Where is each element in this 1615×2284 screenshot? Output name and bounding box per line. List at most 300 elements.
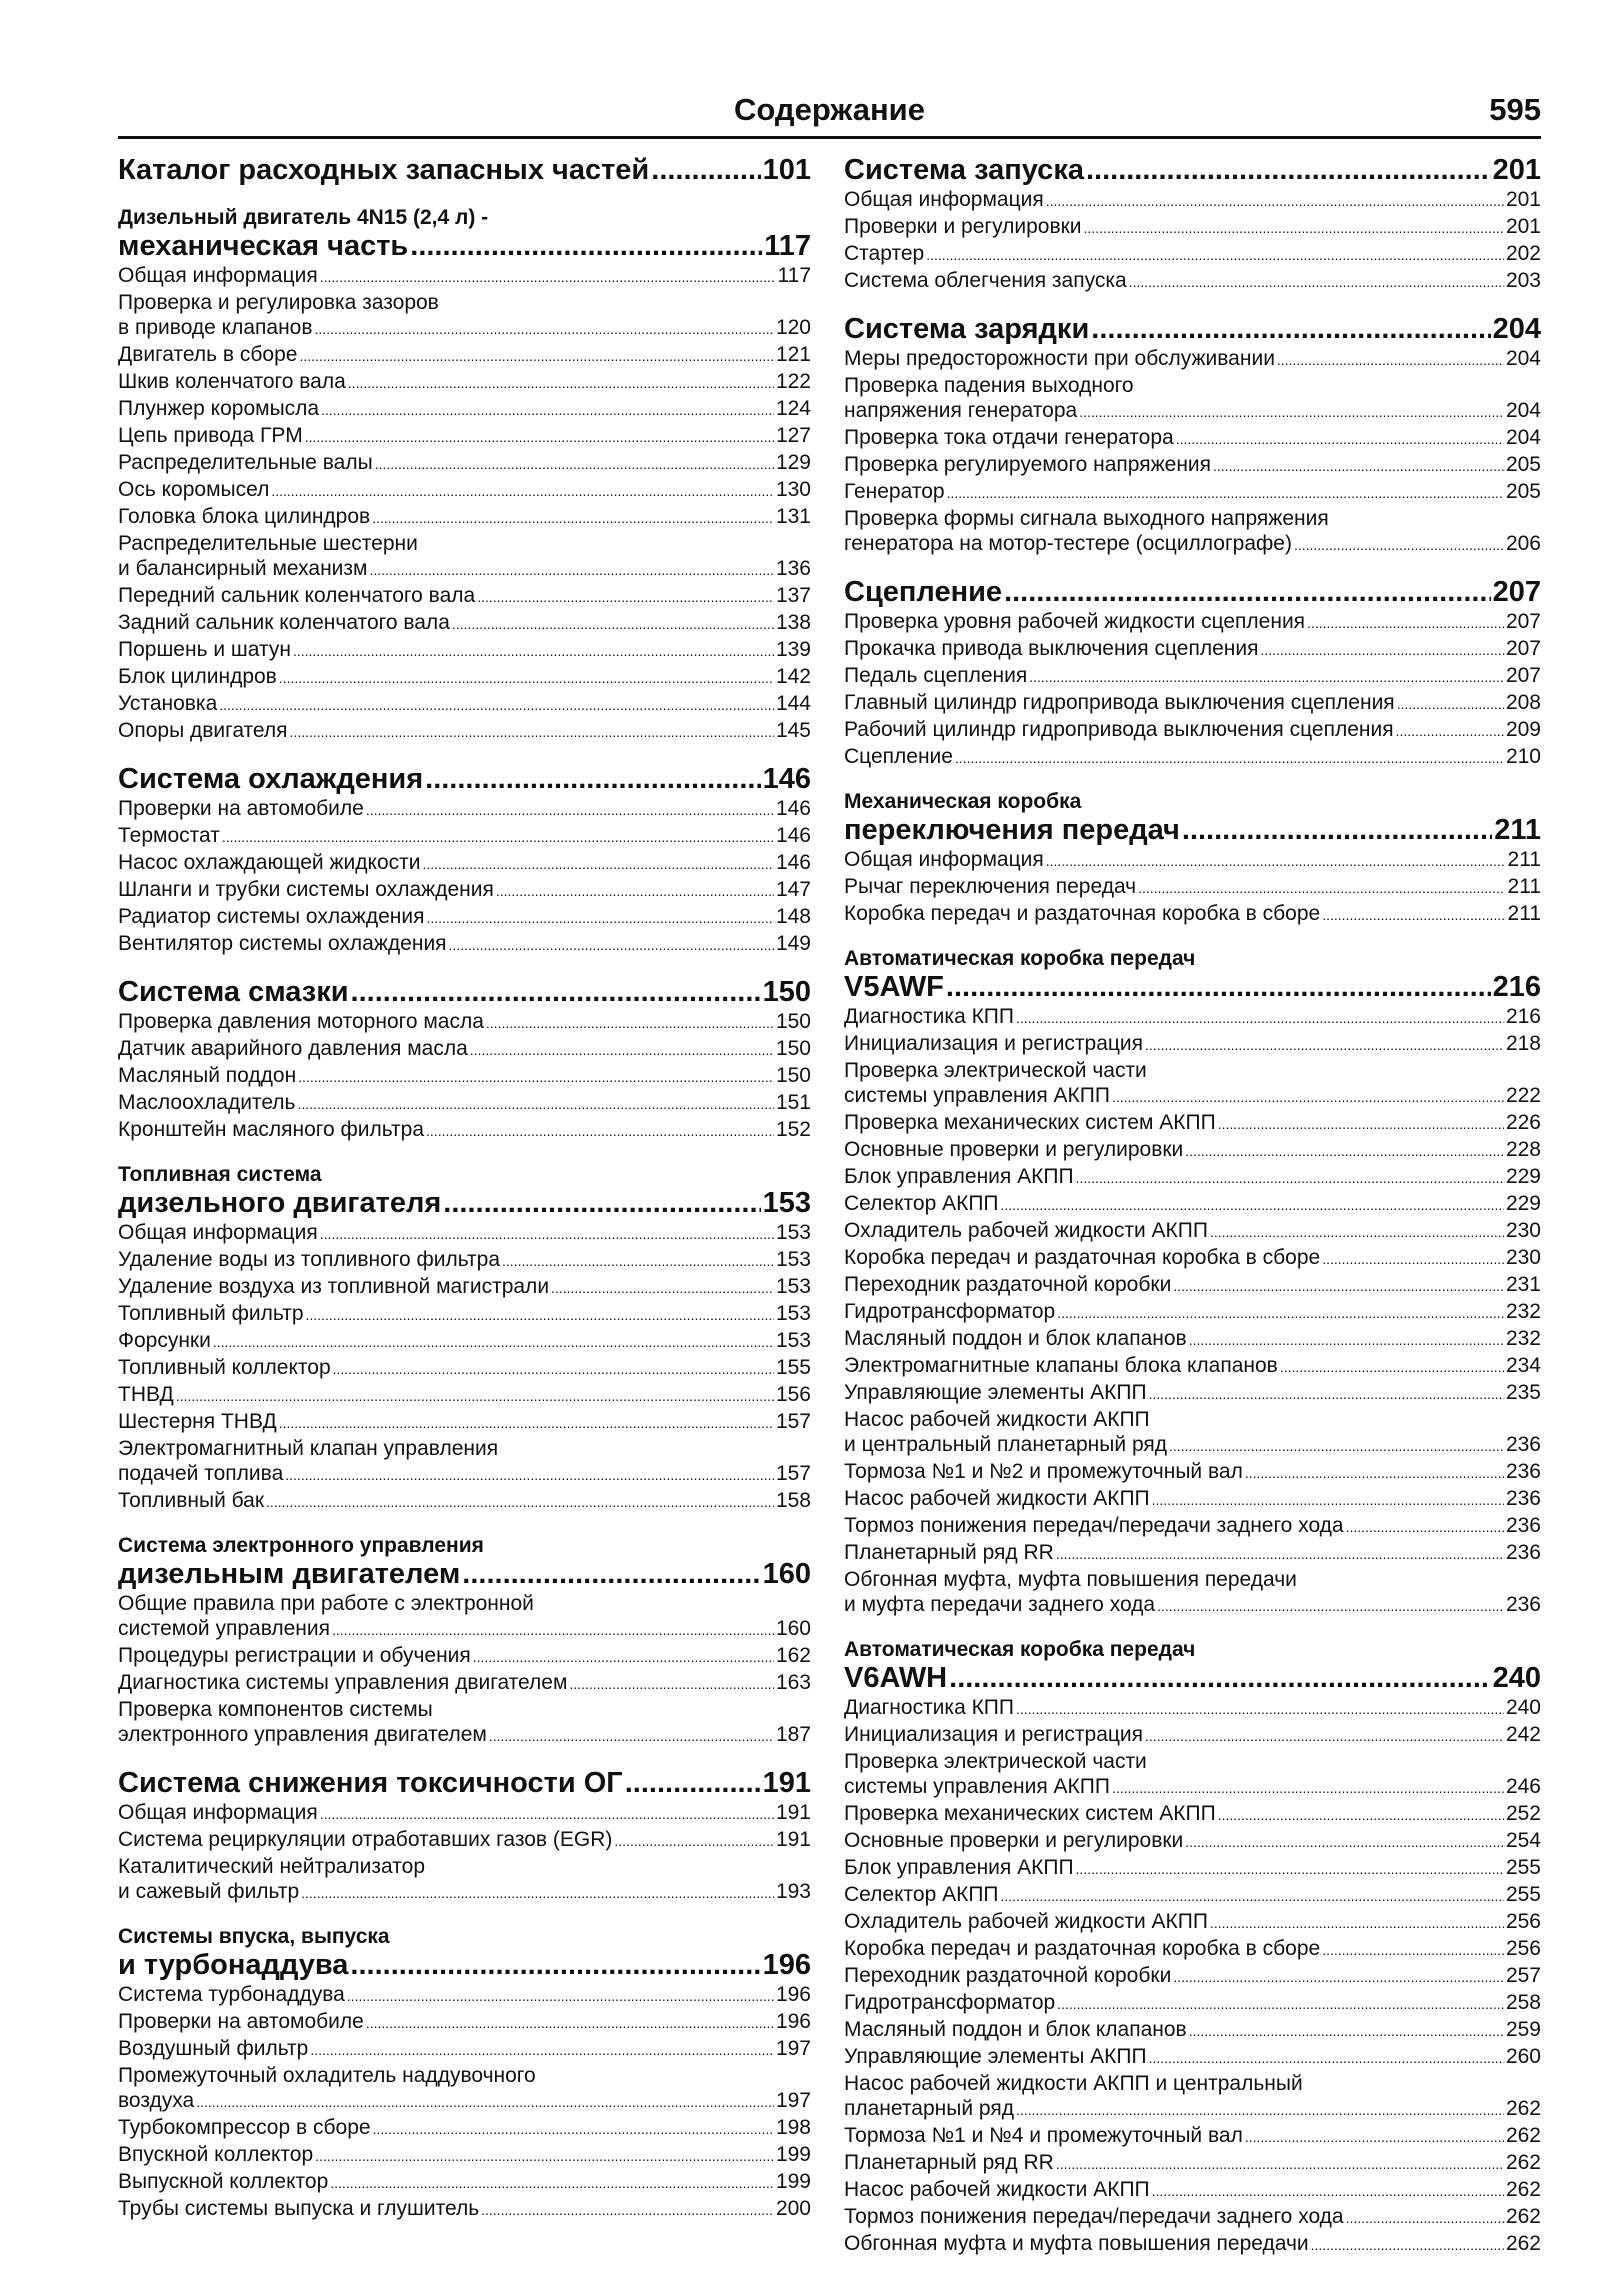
dot-leader (481, 2198, 774, 2223)
dot-leader (1322, 1247, 1504, 1272)
toc-entry[interactable] (844, 452, 1541, 479)
entry-text: Плунжер коромысла (118, 397, 320, 420)
dot-leader (1016, 1697, 1504, 1722)
toc-entry[interactable] (118, 477, 811, 504)
toc-entry[interactable] (118, 2088, 811, 2115)
section-title-line[interactable]: Автоматическая коробка передач (844, 947, 1196, 970)
toc-section (844, 313, 1541, 558)
toc-entry[interactable] (844, 1592, 1541, 1619)
toc-entry[interactable] (118, 1220, 811, 1247)
toc-entry[interactable] (844, 346, 1541, 373)
toc-entry[interactable] (118, 1722, 811, 1749)
section-page-number: 240 (1492, 1662, 1541, 1694)
entry-page-number: 255 (1505, 1883, 1541, 1906)
section-title[interactable] (118, 1187, 811, 1220)
toc-entry[interactable] (118, 1274, 811, 1301)
entry-text: Система рециркуляции отработавших газов (EGR) (118, 1828, 613, 1851)
dot-leader (348, 371, 774, 396)
dot-leader (305, 425, 774, 450)
toc-entry[interactable] (118, 1488, 811, 1515)
section-title-line[interactable]: Дизельный двигатель 4N15 (2,4 л) - (118, 206, 489, 229)
section-title-text: переключения передач (844, 814, 1180, 846)
toc-entry[interactable] (118, 1643, 811, 1670)
section-title[interactable] (844, 814, 1541, 847)
toc-entry-line[interactable]: Насос рабочей жидкости АКПП и центральный (844, 2072, 1303, 2095)
toc-entry[interactable] (844, 268, 1541, 295)
entry-text: Ось коромысел (118, 478, 270, 501)
dot-leader (1277, 348, 1504, 373)
section-page-number: 207 (1492, 576, 1541, 608)
toc-entry[interactable] (118, 823, 811, 850)
entry-text: Общая информация (118, 264, 318, 287)
toc-entry[interactable] (844, 479, 1541, 506)
toc-entry[interactable] (844, 2044, 1541, 2071)
dot-leader (350, 1949, 760, 1982)
toc-entry[interactable] (844, 1272, 1541, 1299)
entry-text: Маслоохладитель (118, 1091, 296, 1114)
section-title[interactable] (118, 230, 811, 263)
toc-entry[interactable] (844, 1380, 1541, 1407)
toc-entry[interactable] (844, 1695, 1541, 1722)
toc-entry-line[interactable]: Проверка формы сигнала выходного напряжения (844, 507, 1329, 530)
entry-text: Переходник раздаточной коробки (844, 1273, 1172, 1296)
toc-entry[interactable] (118, 504, 811, 531)
dot-leader (1176, 427, 1504, 452)
section-title[interactable] (118, 1558, 811, 1591)
entry-text: Форсунки (118, 1329, 211, 1352)
toc-entry[interactable] (844, 1722, 1541, 1749)
entry-text: Инициализация и регистрация (844, 1032, 1144, 1055)
entry-page-number: 231 (1505, 1273, 1541, 1296)
dot-leader (1149, 2046, 1504, 2071)
entry-page-number: 211 (1507, 902, 1541, 925)
entry-page-number: 204 (1505, 347, 1541, 370)
toc-entry[interactable] (118, 2196, 811, 2223)
toc-entry[interactable] (118, 1355, 811, 1382)
toc-entry[interactable] (844, 531, 1541, 558)
toc-entry-line[interactable]: Общие правила при работе с электронной (118, 1592, 534, 1615)
toc-entry[interactable] (844, 1353, 1541, 1380)
entry-text: Блок цилиндров (118, 665, 277, 688)
toc-section (844, 789, 1541, 928)
dot-leader (486, 1011, 774, 1036)
toc-entry[interactable] (844, 1218, 1541, 1245)
toc-entry[interactable] (118, 796, 811, 823)
entry-page-number: 259 (1505, 2018, 1541, 2041)
entry-page-number: 155 (775, 1356, 811, 1379)
section-title-line[interactable]: Механическая коробка (844, 790, 1082, 813)
dot-leader (1218, 1112, 1504, 1137)
entry-text: Проверка механических систем АКПП (844, 1802, 1216, 1825)
section-title-text: и турбонаддува (118, 1949, 349, 1981)
section-title-text: Система снижения токсичности ОГ (118, 1767, 623, 1799)
toc-entry[interactable] (844, 214, 1541, 241)
toc-entry[interactable] (118, 1063, 811, 1090)
toc-entry-line[interactable]: Распределительные шестерни (118, 532, 418, 555)
entry-page-number: 230 (1505, 1219, 1541, 1242)
toc-entry[interactable] (844, 1110, 1541, 1137)
toc-section (118, 763, 811, 958)
entry-text: Вентилятор системы охлаждения (118, 932, 447, 955)
toc-entry[interactable] (118, 315, 811, 342)
entry-page-number: 229 (1505, 1165, 1541, 1188)
toc-entry[interactable] (844, 1882, 1541, 1909)
toc-entry[interactable] (844, 1855, 1541, 1882)
toc-entry[interactable] (844, 1828, 1541, 1855)
toc-entry[interactable] (118, 2169, 811, 2196)
entry-page-number: 211 (1507, 848, 1541, 871)
dot-leader (1245, 2125, 1504, 2150)
toc-entry[interactable] (118, 1328, 811, 1355)
toc-entry[interactable] (118, 1117, 811, 1144)
section-title-line[interactable]: Топливная система (118, 1163, 322, 1186)
dot-leader (366, 798, 774, 823)
toc-entry[interactable] (118, 556, 811, 583)
toc-entry[interactable] (118, 610, 811, 637)
toc-entry[interactable] (844, 2150, 1541, 2177)
dot-leader (1346, 2206, 1504, 2231)
section-page-number: 191 (762, 1767, 811, 1799)
section-title[interactable] (844, 576, 1541, 609)
toc-entry[interactable] (118, 691, 811, 718)
toc-entry[interactable] (118, 2142, 811, 2169)
entry-text: Проверка тока отдачи генератора (844, 426, 1174, 449)
entry-page-number: 208 (1505, 691, 1541, 714)
toc-entry[interactable] (844, 2123, 1541, 2150)
entry-text: Охладитель рабочей жидкости АКПП (844, 1910, 1208, 1933)
entry-page-number: 232 (1505, 1327, 1541, 1350)
entry-page-number: 262 (1505, 2232, 1541, 2255)
toc-entry-line[interactable]: Проверка электрической части (844, 1059, 1147, 1082)
section-title-text: V6AWH (844, 1662, 948, 1694)
entry-page-number: 136 (775, 557, 811, 580)
toc-entry[interactable] (118, 2009, 811, 2036)
section-title[interactable] (118, 976, 811, 1009)
entry-page-number: 222 (1505, 1084, 1541, 1107)
toc-entry[interactable] (844, 1540, 1541, 1567)
dot-leader (1149, 1382, 1504, 1407)
dot-leader (372, 506, 774, 531)
entry-page-number: 207 (1505, 637, 1541, 660)
entry-text: Электромагнитные клапаны блока клапанов (844, 1354, 1278, 1377)
toc-entry[interactable] (118, 369, 811, 396)
dot-leader (470, 1038, 774, 1063)
toc-entry[interactable] (118, 1616, 811, 1643)
section-title-line[interactable]: Автоматическая коробка передач (844, 1638, 1196, 1661)
entry-text: Меры предосторожности при обслуживании (844, 347, 1275, 370)
entry-text: Диагностика КПП (844, 1005, 1014, 1028)
toc-entry[interactable] (844, 690, 1541, 717)
dot-leader (366, 2011, 774, 2036)
toc-entry[interactable] (118, 342, 811, 369)
toc-entry[interactable] (118, 1982, 811, 2009)
toc-entry[interactable] (844, 398, 1541, 425)
entry-page-number: 196 (775, 2010, 811, 2033)
entry-text: Селектор АКПП (844, 1192, 999, 1215)
toc-entry[interactable] (118, 1827, 811, 1854)
dot-leader (1189, 1328, 1504, 1353)
toc-entry[interactable] (844, 1191, 1541, 1218)
entry-text: Впускной коллектор (118, 2143, 314, 2166)
entry-text: Сцепление (844, 745, 953, 768)
entry-page-number: 146 (775, 797, 811, 820)
entry-page-number: 235 (1505, 1381, 1541, 1404)
entry-text: Блок управления АКПП (844, 1165, 1074, 1188)
section-title-text: Система зарядки (844, 313, 1090, 345)
toc-section (118, 205, 811, 745)
section-title[interactable] (118, 1767, 811, 1800)
page-title: Содержание (734, 92, 925, 127)
entry-page-number: 117 (777, 264, 811, 287)
dot-leader (1152, 1488, 1504, 1513)
toc-entry[interactable] (844, 744, 1541, 771)
toc-entry-line[interactable]: Электромагнитный клапан управления (118, 1437, 499, 1460)
toc-entry[interactable] (844, 2204, 1541, 2231)
entry-page-number: 120 (775, 316, 811, 339)
section-title-line[interactable]: Системы впуска, выпуска (118, 1925, 390, 1948)
dot-leader (569, 1672, 774, 1697)
toc-entry[interactable] (118, 931, 811, 958)
toc-entry[interactable] (118, 637, 811, 664)
toc-entry[interactable] (844, 717, 1541, 744)
dot-leader (1322, 1938, 1504, 1963)
entry-page-number: 236 (1505, 1514, 1541, 1537)
toc-entry[interactable] (118, 1090, 811, 1117)
toc-entry[interactable] (118, 718, 811, 745)
dot-leader (452, 612, 774, 637)
section-title[interactable] (844, 971, 1541, 1004)
toc-entry-line[interactable]: Проверка компонентов системы (118, 1698, 433, 1721)
entry-page-number: 230 (1505, 1246, 1541, 1269)
toc-entry[interactable] (844, 901, 1541, 928)
toc-entry[interactable] (118, 1800, 811, 1827)
toc-entry[interactable] (118, 1879, 811, 1906)
toc-entry[interactable] (844, 1031, 1541, 1058)
entry-page-number: 211 (1507, 875, 1541, 898)
toc-entry[interactable] (844, 1004, 1541, 1031)
toc-entry-line[interactable]: Проверка электрической части (844, 1750, 1147, 1773)
entry-text: Охладитель рабочей жидкости АКПП (844, 1219, 1208, 1242)
toc-entry[interactable] (844, 1137, 1541, 1164)
toc-entry[interactable] (118, 904, 811, 931)
toc-entry[interactable] (118, 1670, 811, 1697)
entry-text: Шестерня ТНВД (118, 1410, 277, 1433)
dot-leader (266, 1490, 774, 1515)
entry-page-number: 228 (1505, 1138, 1541, 1161)
toc-entry[interactable] (118, 1382, 811, 1409)
dot-leader (1260, 638, 1504, 663)
toc-entry[interactable] (118, 2036, 811, 2063)
entry-text: и балансирный механизм (118, 557, 368, 580)
toc-entry[interactable] (118, 1461, 811, 1488)
toc-entry[interactable] (118, 877, 811, 904)
dot-leader (306, 1303, 774, 1328)
toc-entry[interactable] (844, 1299, 1541, 1326)
dot-leader (1057, 1301, 1504, 1326)
toc-entry[interactable] (118, 850, 811, 877)
toc-entry[interactable] (844, 1432, 1541, 1459)
entry-text: Тормоз понижения передач/передачи заднего хода (844, 1514, 1344, 1537)
dot-leader (299, 344, 773, 369)
toc-entry[interactable] (844, 1326, 1541, 1353)
entry-page-number: 257 (1505, 1964, 1541, 1987)
section-page-number: 204 (1492, 313, 1541, 345)
dot-leader (347, 1984, 774, 2009)
entry-text: Общая информация (118, 1801, 318, 1824)
entry-page-number: 258 (1505, 1991, 1541, 2014)
toc-entry[interactable] (844, 2177, 1541, 2204)
section-page-number: 101 (762, 154, 811, 186)
toc-entry[interactable] (118, 450, 811, 477)
toc-entry[interactable] (844, 1909, 1541, 1936)
dot-leader (1129, 270, 1504, 295)
dot-leader (1001, 1193, 1504, 1218)
entry-page-number: 252 (1505, 1802, 1541, 1825)
toc-entry[interactable] (844, 847, 1541, 874)
toc-entry[interactable] (844, 1963, 1541, 1990)
section-title[interactable] (118, 1949, 811, 1982)
entry-text: Гидротрансформатор (844, 1300, 1056, 1323)
dot-leader (477, 585, 774, 610)
entry-text: Поршень и шатун (118, 638, 291, 661)
toc-entry-line[interactable]: Проверка и регулировка зазоров (118, 291, 439, 314)
entry-text: Управляющие элементы АКПП (844, 1381, 1147, 1404)
entry-text: Турбокомпрессор в сборе (118, 2116, 371, 2139)
dot-leader (279, 1411, 774, 1436)
toc-entry[interactable] (844, 1774, 1541, 1801)
toc-entry[interactable] (844, 1990, 1541, 2017)
entry-page-number: 206 (1505, 532, 1541, 555)
dot-leader (333, 1357, 774, 1382)
entry-text: Система облегчения запуска (844, 269, 1127, 292)
toc-section (844, 576, 1541, 771)
dot-leader (1001, 1884, 1504, 1909)
entry-page-number: 193 (775, 1880, 811, 1903)
entry-text: Установка (118, 692, 218, 715)
section-title[interactable] (844, 154, 1541, 187)
toc-entry[interactable] (844, 2231, 1541, 2258)
toc-entry[interactable] (844, 1459, 1541, 1486)
entry-text: системы управления АКПП (844, 1775, 1110, 1798)
section-page-number: 117 (764, 230, 811, 262)
toc-entry[interactable] (118, 1409, 811, 1436)
toc-entry[interactable] (844, 1486, 1541, 1513)
toc-entry[interactable] (844, 1164, 1541, 1191)
entry-page-number: 226 (1505, 1111, 1541, 1134)
entry-text: подачей топлива (118, 1462, 284, 1485)
toc-entry[interactable] (118, 423, 811, 450)
toc-entry[interactable] (844, 663, 1541, 690)
toc-entry[interactable] (844, 1245, 1541, 1272)
toc-entry[interactable] (844, 1801, 1541, 1828)
dot-leader (320, 1802, 774, 1827)
toc-section (844, 154, 1541, 295)
entry-page-number: 200 (775, 2197, 811, 2220)
entry-page-number: 232 (1505, 1300, 1541, 1323)
toc-entry[interactable] (118, 396, 811, 423)
dot-leader (1397, 692, 1504, 717)
toc-entry-line[interactable]: Проверка падения выходного (844, 374, 1134, 397)
dot-leader (1185, 1139, 1504, 1164)
entry-page-number: 255 (1505, 1856, 1541, 1879)
entry-text: Система турбонаддува (118, 1983, 345, 2006)
entry-text: Воздушный фильтр (118, 2037, 309, 2060)
dot-leader (219, 693, 774, 718)
dot-leader (1245, 1461, 1504, 1486)
entry-page-number: 205 (1505, 453, 1541, 476)
section-title[interactable] (844, 313, 1541, 346)
toc-entry[interactable] (118, 1247, 811, 1274)
entry-text: Задний сальник коленчатого вала (118, 611, 450, 634)
toc-entry[interactable] (118, 263, 811, 290)
toc-entry[interactable] (118, 1009, 811, 1036)
entry-text: Трубы системы выпуска и глушитель (118, 2197, 480, 2220)
dot-leader (614, 1829, 774, 1854)
toc-entry[interactable] (118, 583, 811, 610)
entry-page-number: 262 (1505, 2124, 1541, 2147)
entry-page-number: 207 (1505, 664, 1541, 687)
toc-entry[interactable] (844, 609, 1541, 636)
entry-text: Масляный поддон и блок клапанов (844, 2018, 1187, 2041)
toc-entry[interactable] (844, 187, 1541, 214)
section-title[interactable] (844, 1662, 1541, 1695)
toc-entry[interactable] (844, 2017, 1541, 2044)
dot-leader (1046, 189, 1504, 214)
toc-entry-line[interactable]: Насос рабочей жидкости АКПП (844, 1408, 1150, 1431)
entry-text: Тормоза №1 и №2 и промежуточный вал (844, 1460, 1243, 1483)
entry-text: системы управления АКПП (844, 1084, 1110, 1107)
toc-entry[interactable] (844, 1083, 1541, 1110)
dot-leader (1173, 1274, 1504, 1299)
toc-entry[interactable] (844, 241, 1541, 268)
toc-entry[interactable] (844, 636, 1541, 663)
dot-leader (1294, 533, 1504, 558)
toc-entry[interactable] (844, 2096, 1541, 2123)
dot-leader (1076, 1166, 1504, 1191)
toc-entry[interactable] (118, 1036, 811, 1063)
entry-page-number: 158 (775, 1489, 811, 1512)
toc-entry[interactable] (844, 1936, 1541, 1963)
section-title[interactable] (118, 763, 811, 796)
toc-entry[interactable] (844, 1513, 1541, 1540)
section-title[interactable] (118, 154, 811, 187)
toc-entry[interactable] (118, 664, 811, 691)
dot-leader (1396, 719, 1504, 744)
toc-entry[interactable] (844, 425, 1541, 452)
dot-leader (1004, 576, 1491, 609)
entry-page-number: 262 (1505, 2178, 1541, 2201)
entry-text: Планетарный ряд RR (844, 1541, 1054, 1564)
toc-entry[interactable] (844, 874, 1541, 901)
toc-entry-line[interactable]: Промежуточный охладитель наддувочного (118, 2064, 536, 2087)
dot-leader (279, 666, 774, 691)
dot-leader (926, 243, 1504, 268)
toc-entry-line[interactable]: Каталитический нейтрализатор (118, 1855, 426, 1878)
dot-leader (949, 1662, 1490, 1695)
toc-entry[interactable] (118, 2115, 811, 2142)
toc-entry-line[interactable]: Обгонная муфта, муфта повышения передачи (844, 1568, 1297, 1591)
entry-text: генератора на мотор-тестере (осциллографе) (844, 532, 1292, 555)
entry-text: Проверки на автомобиле (118, 797, 364, 820)
toc-column-left (118, 154, 811, 2241)
entry-page-number: 121 (775, 343, 811, 366)
entry-text: Проверка уровня рабочей жидкости сцепления (844, 610, 1306, 633)
entry-text: напряжения генератора (844, 399, 1078, 422)
section-title-text: дизельного двигателя (118, 1187, 442, 1219)
section-title-line[interactable]: Система электронного управления (118, 1534, 484, 1557)
toc-entry[interactable] (118, 1301, 811, 1328)
toc-section (118, 1533, 811, 1749)
